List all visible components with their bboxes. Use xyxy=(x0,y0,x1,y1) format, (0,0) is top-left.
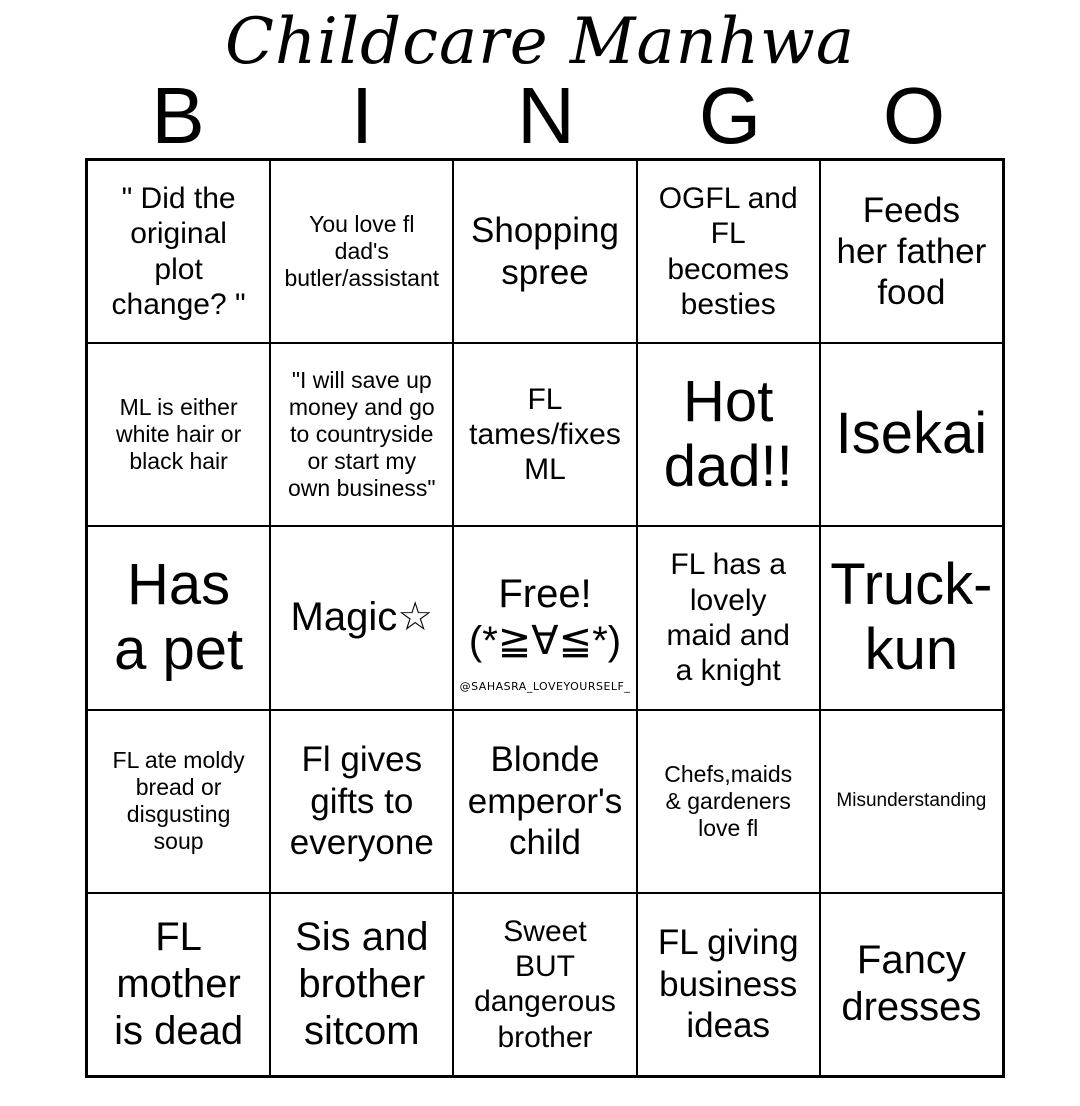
bingo-cell-text: Has a pet xyxy=(114,552,244,682)
bingo-cell-text: FL tames/fixes ML xyxy=(469,382,621,487)
bingo-grid xyxy=(85,158,1005,1078)
bingo-cell[interactable] xyxy=(820,160,1003,343)
bingo-cell[interactable] xyxy=(637,343,820,526)
bingo-cell[interactable] xyxy=(270,526,453,709)
bingo-cell[interactable] xyxy=(270,160,453,343)
bingo-cell-text: Truck- kun xyxy=(830,552,993,682)
bingo-cell-text: Misunderstanding xyxy=(836,789,987,811)
bingo-letter-o: O xyxy=(882,71,946,160)
bingo-cell[interactable] xyxy=(270,343,453,526)
bingo-cell[interactable] xyxy=(270,893,453,1076)
bingo-cell[interactable] xyxy=(453,526,636,709)
bingo-cell-text: Sis and brother sitcom xyxy=(295,914,429,1053)
bingo-cell-text: " Did the original plot change? " xyxy=(111,181,246,321)
bingo-cell[interactable] xyxy=(453,710,636,893)
bingo-cell[interactable] xyxy=(637,710,820,893)
bingo-cell-text: Isekai xyxy=(835,401,988,467)
page-title: Childcare Manhwa xyxy=(225,5,855,79)
bingo-cell-text: OGFL and FL becomes besties xyxy=(658,181,798,321)
bingo-cell[interactable] xyxy=(637,160,820,343)
bingo-cell[interactable] xyxy=(820,526,1003,709)
bingo-cell[interactable] xyxy=(87,710,270,893)
bingo-cell[interactable] xyxy=(820,710,1003,893)
bingo-letter-g: G xyxy=(698,71,762,160)
bingo-cell[interactable] xyxy=(453,893,636,1076)
bingo-cell[interactable] xyxy=(87,343,270,526)
bingo-cell[interactable] xyxy=(637,526,820,709)
watermark-handle: @SAHASRA_LOVEYOURSELF_ xyxy=(459,679,631,693)
bingo-cell-text: Blonde emperor's child xyxy=(467,740,623,862)
bingo-cell-text: Feeds her father food xyxy=(836,190,987,313)
bingo-letter-n: N xyxy=(517,71,575,160)
bingo-cell[interactable] xyxy=(637,893,820,1076)
bingo-cell-text: FL ate moldy bread or disgusting soup xyxy=(112,746,245,855)
bingo-cell-text: FL giving business ideas xyxy=(657,923,799,1046)
bingo-letter-b: B xyxy=(151,71,205,160)
bingo-cell-text: Fancy dresses xyxy=(841,938,982,1030)
bingo-cell[interactable] xyxy=(453,343,636,526)
bingo-cell-text: Hot dad!! xyxy=(663,368,793,499)
bingo-cell[interactable] xyxy=(87,893,270,1076)
bingo-cell-text: ML is either white hair or black hair xyxy=(115,394,242,475)
bingo-cell-text: FL has a lovely maid and a knight xyxy=(666,548,790,688)
bingo-cell-text: Shopping spree xyxy=(471,211,619,292)
bingo-cell-text: Free! (*≧∀≦*) xyxy=(468,571,622,663)
bingo-cell-text: Magic☆ xyxy=(290,595,434,640)
bingo-cell-text: Fl gives gifts to everyone xyxy=(289,740,434,862)
bingo-cell-text: You love fl dad's butler/assistant xyxy=(284,210,440,292)
bingo-cell-text: FL mother is dead xyxy=(114,914,244,1053)
bingo-cell[interactable] xyxy=(270,710,453,893)
bingo-cell-text: Sweet BUT dangerous brother xyxy=(474,914,616,1054)
bingo-letter-i: I xyxy=(350,71,374,160)
bingo-cell[interactable] xyxy=(87,160,270,343)
bingo-cell-text: Chefs,maids & gardeners love fl xyxy=(664,760,793,841)
bingo-header xyxy=(86,72,1006,160)
bingo-cell[interactable] xyxy=(820,893,1003,1076)
bingo-cell[interactable] xyxy=(87,526,270,709)
bingo-cell-text: "I will save up money and go to countryside or start my own business" xyxy=(288,366,436,502)
bingo-cell[interactable] xyxy=(820,343,1003,526)
bingo-cell[interactable] xyxy=(453,160,636,343)
